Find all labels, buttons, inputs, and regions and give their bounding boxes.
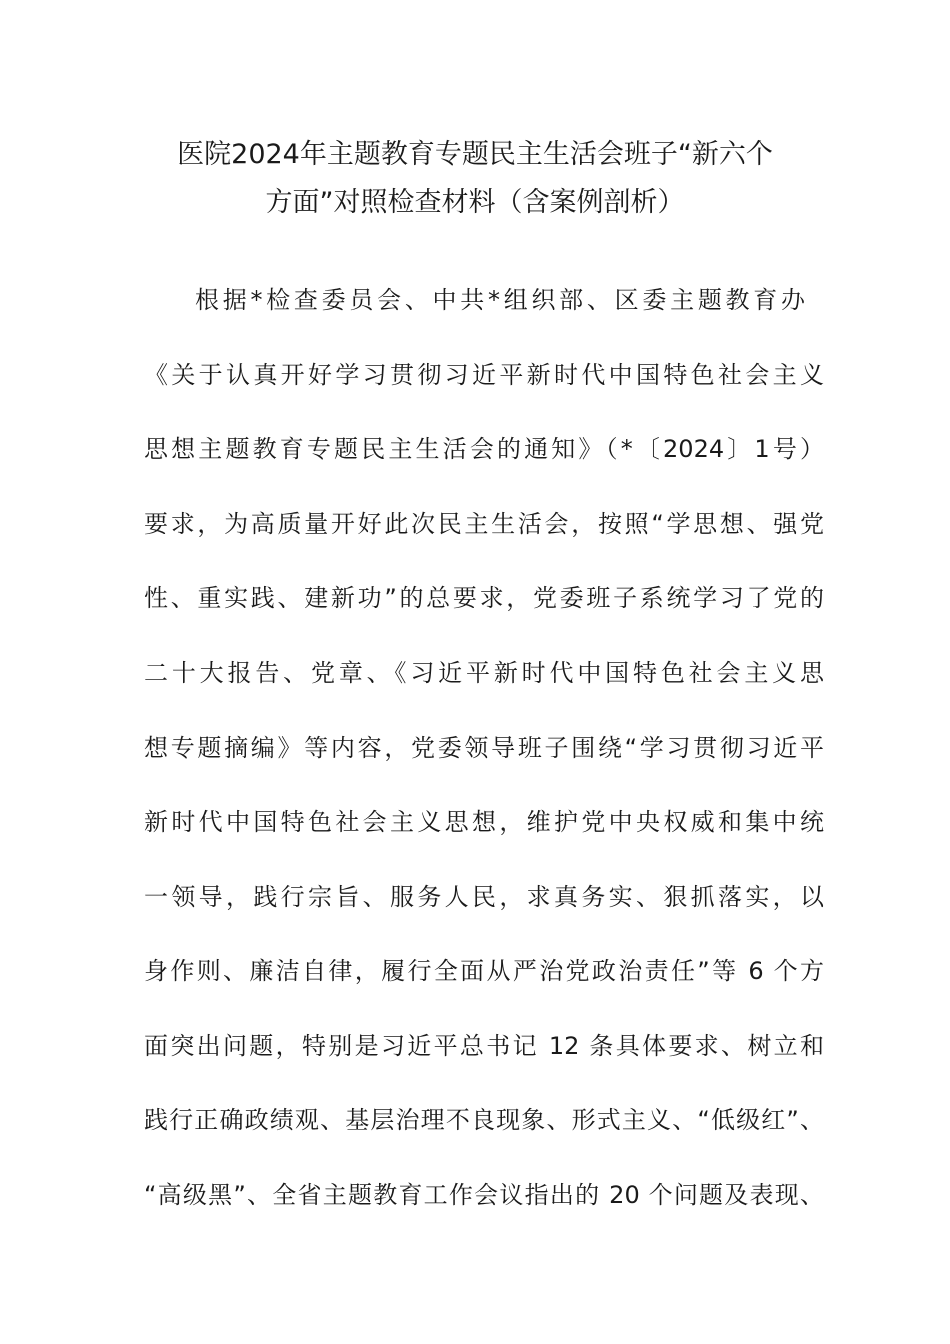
body-line: 二十大报告、党章、《习近平新时代中国特色社会主义思 [144,659,824,687]
body-line: 《关于认真开好学习贯彻习近平新时代中国特色社会主义 [144,361,824,389]
body-line: 面突出问题，特别是习近平总书记 12 条具体要求、树立和 [144,1032,824,1060]
body-line: 身作则、廉洁自律，履行全面从严治党政治责任”等 6 个方 [144,957,824,985]
body-line: 想专题摘编》等内容，党委领导班子围绕“学习贯彻习近平 [144,734,824,762]
body-line: 性、重实践、建新功”的总要求，党委班子系统学习了党的 [144,584,824,612]
body-line: 新时代中国特色社会主义思想，维护党中央权威和集中统 [144,808,824,836]
body-line: 一领导，践行宗旨、服务人民，求真务实、狠抓落实，以 [144,883,824,911]
document-title-line-2: 方面”对照检查材料（含案例剖析） [265,187,685,218]
body-line: 思想主题教育专题民主生活会的通知》（*〔2024〕1号） [144,435,824,463]
body-line: 要求，为高质量开好此次民主生活会，按照“学思想、强党 [144,510,824,538]
document-title-line-1: 医院2024年主题教育专题民主生活会班子“新六个 [177,139,773,170]
body-line: “高级黑”、全省主题教育工作会议指出的 20 个问题及表现、 [144,1181,824,1209]
body-line: 根据*检查委员会、中共*组织部、区委主题教育办 [195,286,805,314]
body-line: 践行正确政绩观、基层治理不良现象、形式主义、“低级红”、 [144,1106,824,1134]
